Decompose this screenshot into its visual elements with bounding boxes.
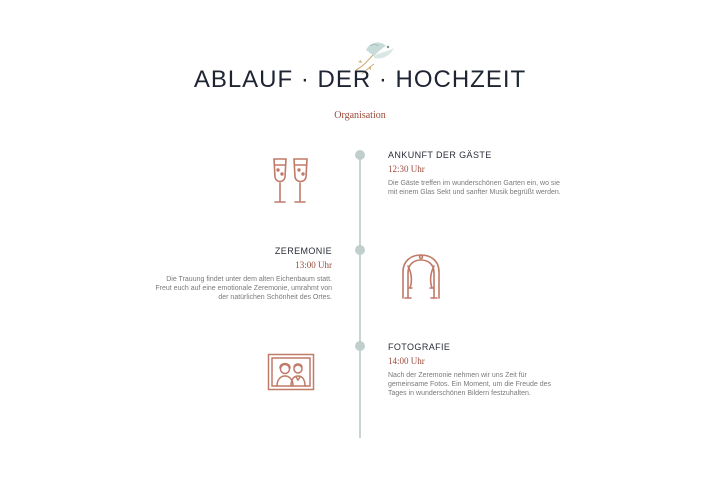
event-title: FOTOGRAFIE (388, 342, 451, 352)
wedding-arch-icon (398, 252, 444, 302)
couple-photo-frame-icon (267, 353, 315, 391)
event-time: 13:00 Uhr (295, 260, 332, 270)
event-description: Die Trauung findet unter dem alten Eichenbaum statt. Freut euch auf eine emotionale Zeremonie, umrahmt von der natürlichen Schönheit des Ortes. (155, 276, 332, 301)
event-time: 12:30 Uhr (388, 164, 425, 174)
timeline-dot (355, 341, 365, 351)
timeline-line (359, 152, 361, 438)
event-photography (388, 342, 568, 398)
event-arrival (388, 150, 568, 197)
event-description: Nach der Zeremonie nehmen wir uns Zeit für gemeinsame Fotos. Ein Moment, um die Freude des Tages in wunderschönen Bildern festzuhalten. (388, 372, 552, 397)
timeline-dot (355, 150, 365, 160)
page-title: ABLAUF · DER · HOCHZEIT (193, 66, 527, 93)
page-subtitle: Organisation (334, 110, 386, 121)
event-time: 14:00 Uhr (388, 356, 425, 366)
event-title: ZEREMONIE (274, 246, 332, 256)
champagne-glasses-icon (270, 155, 312, 207)
event-ceremony (152, 246, 332, 302)
event-title: ANKUNFT DER GÄSTE (388, 150, 492, 160)
event-description: Die Gäste treffen im wunderschönen Garten ein, wo sie mit einem Glas Sekt und sanfter Musik begrüßt werden. (388, 180, 561, 196)
timeline-dot (355, 245, 365, 255)
